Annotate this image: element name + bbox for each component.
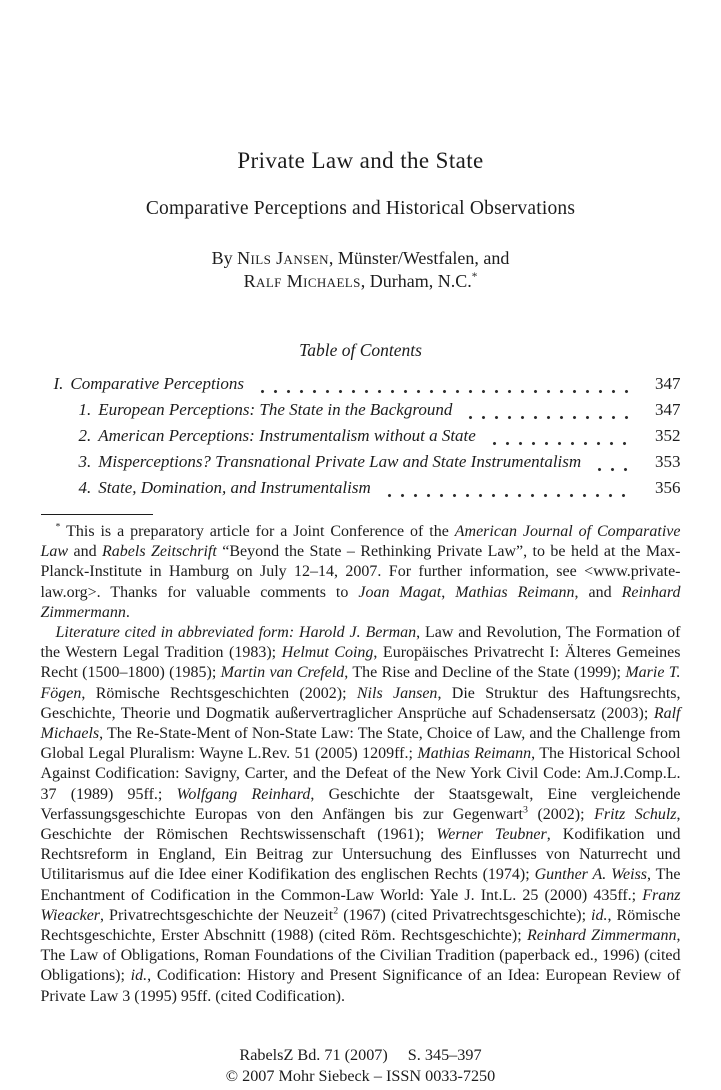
toc-entry-label: Misperceptions? Transnational Private Law and State Instrumentalism (98, 452, 582, 471)
toc-entry-american-perceptions (41, 426, 681, 446)
toc-entry-page: 352 (655, 426, 681, 445)
toc-entry-european-perceptions (41, 400, 681, 420)
toc-entry-page: 356 (655, 478, 681, 497)
toc-entry-number: 1. (78, 400, 92, 419)
footer-volume-line (0, 1045, 721, 1066)
footnote-star-paragraph: * This is a preparatory article for a Joint Conference of the American Journal of Comparative Law and Rabels Zeitschrift “Beyond the State – Rethinking Private Law”, to be held at the Max-Planck-Institute in Hamburg on July 12–14, 2007. For further information, see <www.private-law.org>. Thanks for valuable comments to Joan Magat, Mathias Reimann, and Reinhard Zimmermann. (40, 521, 681, 621)
toc-entry-misperceptions (41, 452, 681, 472)
footnote-literature-paragraph: Literature cited in abbreviated form: Harold J. Berman, Law and Revolution, The Formation of the Western Legal Tradition (1983); Helmut Coing, Europäisches Privatrecht I: Älteres Gemeines Recht (1500–1800) (1985); Martin van Crefeld, The Rise and Decline of the State (1999); Marie T. Fögen, Römische Rechtsgeschichten (2002); Nils Jansen, Die Struktur des Haftungsrechts, Geschichte, Theorie und Dogmatik außervertraglicher Ansprüche auf Schadensersatz (2003); Ralf Michaels, The Re-State-Ment of Non-State Law: The State, Choice of Law, and the Challenge from Global Legal Pluralism: Wayne L.Rev. 51 (2005) 1209ff.; Mathias Reimann, The Historical School Against Codification: Savigny, Carter, and the Defeat of the New York Civil Code: Am.J.Comp.L. 37 (1989) 95ff.; Wolfgang Reinhard, Geschichte der Staatsgewalt, Eine vergleichende Verfassungsgeschichte Europas von den Anfängen bis zur Gegenwart$^3$ (2002); Fritz Schulz, Geschichte der Römischen Rechtswissenschaft (1961); Werner Teubner, Kodifikation und Rechtsreform in England, Ein Beitrag zur Untersuchung des Einflusses von Naturrecht und Utilitarismus auf die Idee einer Kodifikation des englischen Rechts (1974); Gunther A. Weiss, The Enchantment of Codification in the Common-Law World: Yale J. Int.L. 25 (2000) 435ff.; Franz Wieacker, Privatrechtsgeschichte der Neuzeit$^2$ (1967) (cited Privatrechtsgeschichte); id., Römische Rechtsgeschichte, Erster Abschnitt (1988) (cited Röm. Rechtsgeschichte); Reinhard Zimmermann, The Law of Obligations, Roman Foundations of the Civilian Tradition (paperback ed., 1996) (cited Obligations); id., Codification: History and Present Significance of an Idea: European Review of Private Law 3 (1995) 95ff. (cited Codification). (40, 624, 681, 1005)
dot-leader (486, 426, 633, 446)
footnote-block (41, 514, 681, 1007)
toc-heading: Table of Contents (299, 340, 422, 360)
toc-entry-label: European Perceptions: The State in the Background (98, 400, 453, 419)
dot-leader (254, 374, 632, 394)
toc-entry-label: American Perceptions: Instrumentalism without a State (98, 426, 476, 445)
dot-leader (591, 452, 632, 472)
table-of-contents (41, 374, 681, 498)
toc-entry-number: 4. (78, 478, 92, 497)
toc-entry-number: I. (53, 374, 64, 393)
byline-line-1: By Nils Jansen, Münster/Westfalen, and (211, 248, 510, 268)
toc-entry-number: 3. (78, 452, 92, 471)
footer-pages: S. 345–397 (407, 1046, 482, 1064)
footer-copyright-line: © 2007 Mohr Siebeck – ISSN 0033-7250 (225, 1066, 496, 1085)
dot-leader (462, 400, 632, 420)
footer-volume: RabelsZ Bd. 71 (2007) (239, 1046, 388, 1064)
toc-entry-label: Comparative Perceptions (70, 374, 245, 393)
toc-entry-comparative-perceptions (41, 374, 681, 394)
toc-entry-page: 353 (655, 452, 681, 471)
byline (0, 247, 721, 293)
byline-line-2: Ralf Michaels, Durham, N.C.* (243, 271, 478, 291)
article-subtitle: Comparative Perceptions and Historical Observations (145, 198, 576, 219)
toc-entry-number: 2. (78, 426, 92, 445)
toc-entry-page: 347 (655, 400, 681, 419)
footnote-separator-rule (41, 514, 153, 515)
dot-leader (381, 478, 633, 498)
page-footer (0, 1045, 721, 1086)
toc-entry-state-domination (41, 478, 681, 498)
toc-entry-label: State, Domination, and Instrumentalism (98, 478, 371, 497)
toc-entry-page: 347 (655, 374, 681, 393)
article-title: Private Law and the State (237, 148, 484, 173)
